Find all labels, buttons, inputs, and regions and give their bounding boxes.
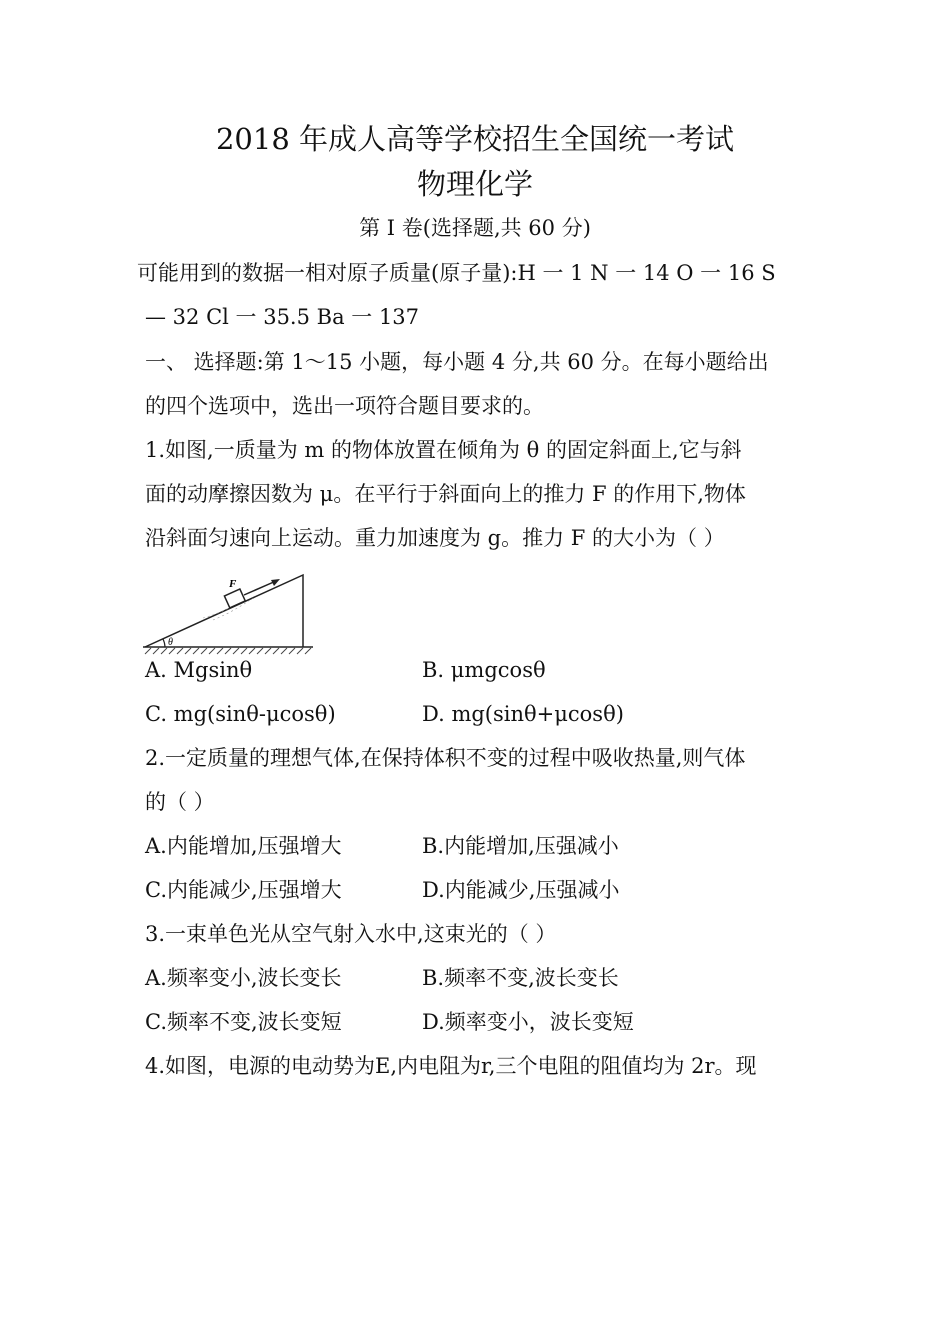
force-arrow <box>244 579 280 595</box>
exam-subject: 物理化学 <box>416 167 533 201</box>
question-3-option-d: D.频率变小，波长变短 <box>422 1010 634 1034</box>
question-1-stem-line-2: 面的动摩擦因数为 μ。在平行于斜面向上的推力 F 的作用下,物体 <box>145 482 746 506</box>
section-header: 第 I 卷(选择题,共 60 分) <box>359 216 591 240</box>
atomic-masses-line-2: — 32 Cl 一 35.5 Ba 一 137 <box>145 305 420 329</box>
question-2-option-b: B.内能增加,压强减小 <box>422 834 619 858</box>
question-1-option-c: C. mg(sinθ-μcosθ) <box>145 702 336 726</box>
question-2-stem-line-1: 2.一定质量的理想气体,在保持体积不变的过程中吸收热量,则气体 <box>145 746 746 770</box>
question-3-option-b: B.频率不变,波长变长 <box>422 966 619 990</box>
question-1-stem-line-3: 沿斜面匀速向上运动。重力加速度为 g。推力 F 的大小为（ ） <box>145 526 725 550</box>
question-3-option-a: A.频率变小,波长变长 <box>145 966 342 990</box>
question-1-option-d: D. mg(sinθ+μcosθ) <box>422 702 624 726</box>
question-1-stem-line-1: 1.如图,一质量为 m 的物体放置在倾角为 θ 的固定斜面上,它与斜 <box>145 438 742 462</box>
instructions-line-1: 一、 选择题:第 1～15 小题，每小题 4 分,共 60 分。在每小题给出 <box>145 350 769 374</box>
question-3-option-c: C.频率不变,波长变短 <box>145 1010 342 1034</box>
question-2-option-a: A.内能增加,压强增大 <box>145 834 342 858</box>
question-3-stem-line-1: 3.一束单色光从空气射入水中,这束光的（ ） <box>145 922 557 946</box>
force-label: F <box>229 578 237 590</box>
question-2-option-d: D.内能减少,压强减小 <box>422 878 620 902</box>
question-2-option-c: C.内能减少,压强增大 <box>145 878 342 902</box>
question-1-option-a: A. Mgsinθ <box>145 658 253 682</box>
atomic-masses-line-1: 可能用到的数据一相对原子质量(原子量):H 一 1 N 一 14 O 一 16 S <box>137 261 776 285</box>
block <box>224 589 245 608</box>
angle-arc <box>163 639 165 647</box>
exam-title: 2018 年成人高等学校招生全国统一考试 <box>215 122 735 156</box>
instructions-line-2: 的四个选项中，选出一项符合题目要求的。 <box>145 394 544 418</box>
inclined-plane-figure <box>143 570 313 660</box>
angle-label: θ <box>168 637 173 648</box>
question-2-stem-line-2: 的（ ） <box>145 790 215 814</box>
question-4-stem-line-1: 4.如图，电源的电动势为E,内电阻为r,三个电阻的阻值均为 2r。现 <box>145 1054 757 1078</box>
ground-hatching <box>145 648 311 654</box>
question-1-option-b: B. μmgcosθ <box>422 658 546 682</box>
